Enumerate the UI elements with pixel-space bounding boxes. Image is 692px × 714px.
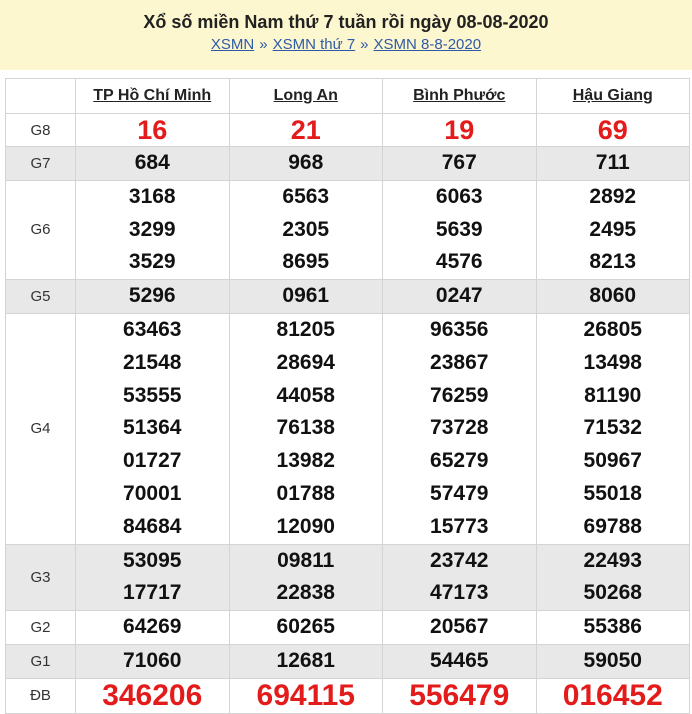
prize-row-g1	[6, 644, 690, 678]
breadcrumb	[0, 35, 692, 55]
result-number: 20567	[430, 615, 489, 639]
result-cell	[229, 611, 383, 645]
result-cell	[229, 180, 383, 279]
result-number: 15773	[430, 514, 489, 538]
result-number: 53555	[123, 383, 182, 407]
province-header[interactable]	[536, 79, 690, 114]
result-number: 2305	[282, 217, 330, 241]
prize-row-g4	[6, 313, 690, 544]
result-number: 81205	[276, 317, 335, 341]
prize-row-g5	[6, 280, 690, 314]
result-number: 73728	[430, 416, 489, 440]
result-cell	[76, 678, 230, 713]
result-number: 55386	[583, 615, 642, 639]
prize-label: G1	[6, 644, 76, 678]
result-number: 81190	[584, 383, 642, 407]
result-cell	[536, 644, 690, 678]
province-header[interactable]	[229, 79, 383, 114]
result-number: 60265	[276, 615, 335, 639]
result-number: 96356	[430, 317, 489, 341]
result-cell	[76, 180, 230, 279]
breadcrumb-separator: »	[360, 36, 369, 53]
page-title: Xổ số miền Nam thứ 7 tuần rồi ngày 08-08-2020	[143, 12, 549, 32]
result-number: 50268	[583, 581, 642, 605]
result-number: 57479	[430, 481, 489, 505]
result-number: 01788	[276, 481, 335, 505]
result-number: 09811	[277, 548, 335, 572]
result-number: 76259	[430, 383, 489, 407]
result-number: 3529	[128, 250, 176, 274]
prize-label: G5	[6, 280, 76, 314]
result-number: 59050	[583, 648, 642, 672]
prize-label: G4	[6, 313, 76, 544]
prize-row-g8	[6, 114, 690, 147]
result-cell	[383, 147, 537, 181]
result-number: 84684	[123, 514, 182, 538]
result-cell	[229, 544, 383, 611]
result-number: 684	[134, 151, 170, 174]
result-number: 54465	[430, 648, 489, 672]
result-number: 016452	[562, 678, 663, 712]
prize-label: G6	[6, 180, 76, 279]
result-cell	[76, 147, 230, 181]
prize-row-g2	[6, 611, 690, 645]
result-cell	[229, 313, 383, 544]
result-cell	[536, 147, 690, 181]
result-number: 694115	[256, 678, 355, 712]
result-number: 968	[288, 151, 324, 174]
result-number: 63463	[123, 317, 182, 341]
result-number: 556479	[409, 678, 510, 712]
result-number: 3299	[128, 217, 176, 241]
result-number: 26805	[583, 317, 642, 341]
province-header[interactable]	[383, 79, 537, 114]
prize-label: G2	[6, 611, 76, 645]
result-cell	[383, 114, 537, 147]
result-number: 53095	[123, 548, 182, 572]
result-number: 0961	[282, 284, 330, 308]
result-number: 0247	[435, 284, 483, 308]
result-number: 711	[595, 151, 630, 174]
result-number: 76138	[276, 416, 335, 440]
result-cell	[536, 313, 690, 544]
province-link[interactable]: Hậu Giang	[572, 87, 653, 104]
result-number: 50967	[583, 449, 642, 473]
breadcrumb-link-xsmn-date[interactable]: XSMN 8-8-2020	[373, 36, 482, 53]
result-number: 01727	[123, 449, 182, 473]
result-number: 21	[290, 115, 321, 145]
province-header-row	[6, 79, 690, 114]
result-cell	[383, 180, 537, 279]
result-number: 44058	[276, 383, 335, 407]
prize-row-đb	[6, 678, 690, 713]
result-number: 17717	[123, 581, 182, 605]
result-number: 55018	[583, 481, 642, 505]
result-number: 51364	[123, 416, 182, 440]
province-link[interactable]: Bình Phước	[413, 87, 506, 104]
page-header	[0, 0, 692, 70]
result-number: 22838	[276, 581, 335, 605]
result-number: 12681	[276, 648, 335, 672]
breadcrumb-link-xsmn[interactable]: XSMN	[210, 36, 255, 53]
result-number: 69788	[583, 514, 642, 538]
result-number: 19	[444, 115, 475, 145]
result-cell	[76, 280, 230, 314]
province-header[interactable]	[76, 79, 230, 114]
result-cell	[536, 544, 690, 611]
result-number: 22493	[583, 548, 642, 572]
result-number: 70001	[123, 481, 182, 505]
result-cell	[383, 678, 537, 713]
result-number: 767	[441, 151, 477, 174]
result-cell	[536, 678, 690, 713]
result-cell	[76, 611, 230, 645]
result-number: 21548	[123, 350, 182, 374]
result-cell	[229, 678, 383, 713]
result-number: 8060	[589, 284, 637, 308]
province-link[interactable]: TP Hồ Chí Minh	[93, 87, 212, 104]
result-number: 23742	[430, 548, 489, 572]
result-number: 2892	[589, 184, 637, 208]
result-number: 2495	[589, 217, 637, 241]
result-number: 5639	[435, 217, 483, 241]
result-cell	[383, 280, 537, 314]
result-cell	[76, 644, 230, 678]
result-number: 47173	[430, 581, 489, 605]
result-number: 5296	[128, 284, 176, 308]
result-cell	[536, 114, 690, 147]
result-number: 13498	[583, 350, 642, 374]
result-number: 4576	[435, 250, 483, 274]
corner-cell	[6, 79, 76, 114]
prize-row-g6	[6, 180, 690, 279]
prize-rows	[6, 114, 690, 714]
prize-row-g3	[6, 544, 690, 611]
result-number: 71060	[123, 648, 182, 672]
result-number: 8213	[589, 250, 637, 274]
result-cell	[76, 114, 230, 147]
result-cell	[536, 280, 690, 314]
result-number: 8695	[282, 250, 330, 274]
result-number: 64269	[123, 615, 182, 639]
result-number: 6563	[282, 184, 330, 208]
result-cell	[383, 313, 537, 544]
result-number: 346206	[102, 678, 203, 712]
result-number: 12090	[276, 514, 335, 538]
result-number: 65279	[430, 449, 489, 473]
result-number: 13982	[276, 449, 335, 473]
result-number: 23867	[430, 350, 489, 374]
result-cell	[536, 611, 690, 645]
results-table	[5, 78, 690, 714]
result-cell	[76, 544, 230, 611]
prize-label: ĐB	[6, 678, 76, 713]
result-number: 6063	[435, 184, 483, 208]
result-cell	[383, 544, 537, 611]
result-cell	[229, 147, 383, 181]
result-number: 69	[597, 115, 628, 145]
prize-row-g7	[6, 147, 690, 181]
result-cell	[383, 644, 537, 678]
result-number: 28694	[276, 350, 335, 374]
result-cell	[229, 114, 383, 147]
result-cell	[383, 611, 537, 645]
result-cell	[536, 180, 690, 279]
result-number: 16	[137, 115, 168, 145]
prize-label: G8	[6, 114, 76, 147]
result-cell	[229, 644, 383, 678]
breadcrumb-separator: »	[259, 36, 268, 53]
province-link[interactable]: Long An	[273, 87, 338, 104]
breadcrumb-link-xsmn-thu-7[interactable]: XSMN thứ 7	[272, 36, 356, 53]
prize-label: G3	[6, 544, 76, 611]
result-cell	[76, 313, 230, 544]
result-number: 71532	[583, 416, 642, 440]
result-number: 3168	[128, 184, 176, 208]
result-cell	[229, 280, 383, 314]
prize-label: G7	[6, 147, 76, 181]
